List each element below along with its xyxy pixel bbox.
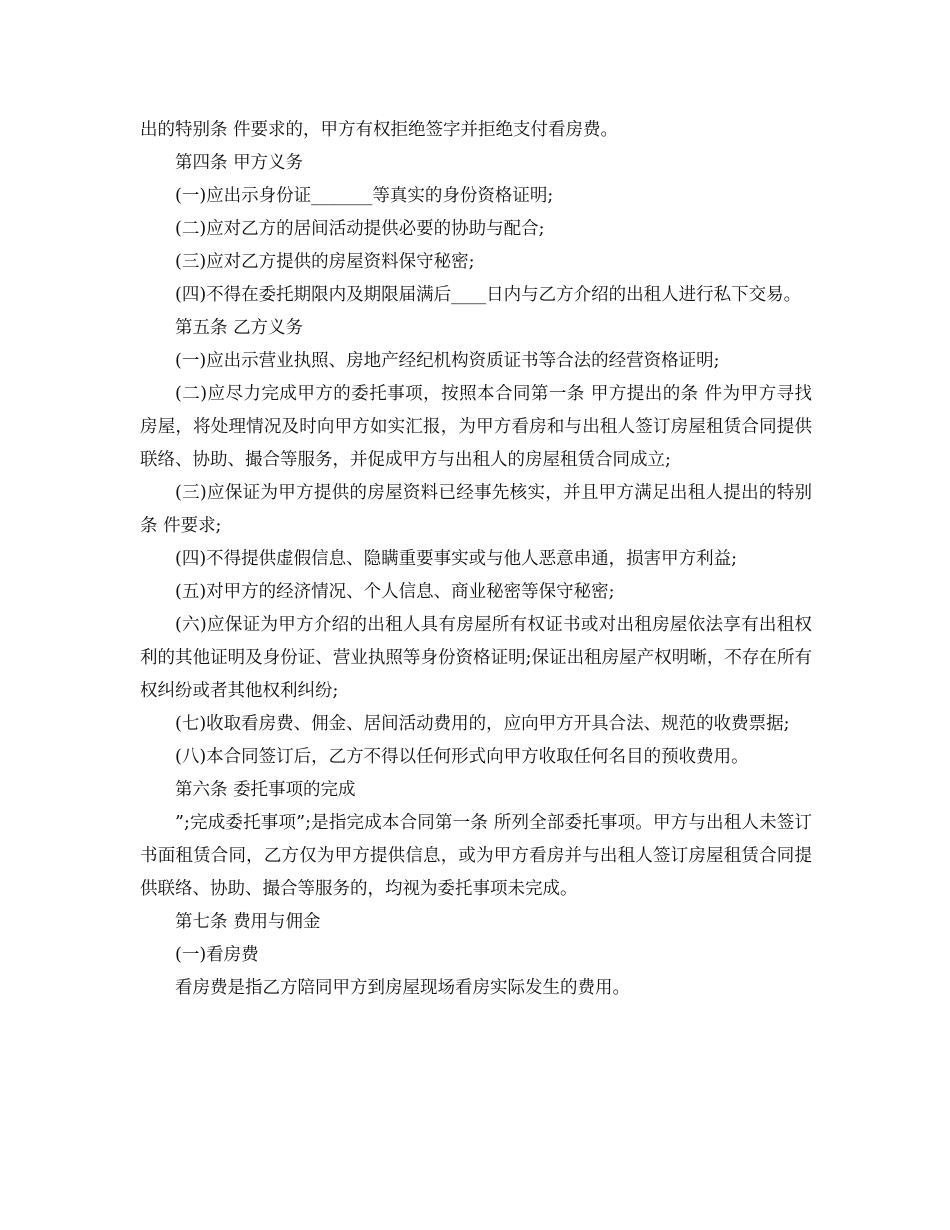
clause-4-4: (四)不得在委托期限内及期限届满后____日内与乙方介绍的出租人进行私下交易。	[175, 285, 802, 305]
clause-5-1: (一)应出示营业执照、房地产经纪机构资质证书等合法的经营资格证明;	[175, 351, 720, 371]
clause-4-2: (二)应对乙方的居间活动提供必要的协助与配合;	[175, 219, 545, 239]
clause-7-1-body: 看房费是指乙方陪同甲方到房屋现场看房实际发生的费用。	[175, 978, 630, 998]
document-body	[140, 114, 812, 1005]
heading-article-7: 第七条 费用与佣金	[175, 912, 321, 932]
clause-5-7: (七)收取看房费、佣金、居间活动费用的，应向甲方开具合法、规范的收费票据;	[175, 714, 790, 734]
clause-5-2: (二)应尽力完成甲方的委托事项，按照本合同第一条 甲方提出的条 件为甲方寻找房屋，将处理情况及时向甲方如实汇报，为甲方看房和与出租人签订房屋租赁合同提供联络、协助、撮合等服务，并促成甲方与出租人的房屋租赁合同成立;	[140, 384, 812, 470]
clause-5-6: (六)应保证为甲方介绍的出租人具有房屋所有权证书或对出租房屋依法享有出租权利的其他证明及身份证、营业执照等身份资格证明;保证出租房屋产权明晰，不存在所有权纠纷或者其他权利纠纷;	[140, 615, 812, 701]
clause-5-8: (八)本合同签订后，乙方不得以任何形式向甲方收取任何名目的预收费用。	[175, 747, 749, 767]
article-6-body: ”;完成委托事项”;是指完成本合同第一条 所列全部委托事项。甲方与出租人未签订书面租赁合同，乙方仅为甲方提供信息，或为甲方看房并与出租人签订房屋租赁合同提供联络、协助、撮合等服务的，均视为委托事项未完成。	[140, 813, 812, 899]
clause-7-1-heading: (一)看房费	[175, 945, 259, 965]
clause-5-3: (三)应保证为甲方提供的房屋资料已经事先核实，并且甲方满足出租人提出的特别条 件要求;	[140, 483, 812, 536]
clause-4-1: (一)应出示身份证_______等真实的身份资格证明;	[175, 186, 554, 206]
heading-article-6: 第六条 委托事项的完成	[175, 780, 356, 800]
clause-5-4: (四)不得提供虚假信息、隐瞒重要事实或与他人恶意串通，损害甲方利益;	[175, 549, 738, 569]
heading-article-5: 第五条 乙方义务	[175, 318, 304, 338]
clause-5-5: (五)对甲方的经济情况、个人信息、商业秘密等保守秘密;	[175, 582, 615, 602]
paragraph-continuation: 出的特别条 件要求的，甲方有权拒绝签字并拒绝支付看房费。	[140, 120, 619, 140]
heading-article-4: 第四条 甲方义务	[175, 153, 304, 173]
clause-4-3: (三)应对乙方提供的房屋资料保守秘密;	[175, 252, 475, 272]
